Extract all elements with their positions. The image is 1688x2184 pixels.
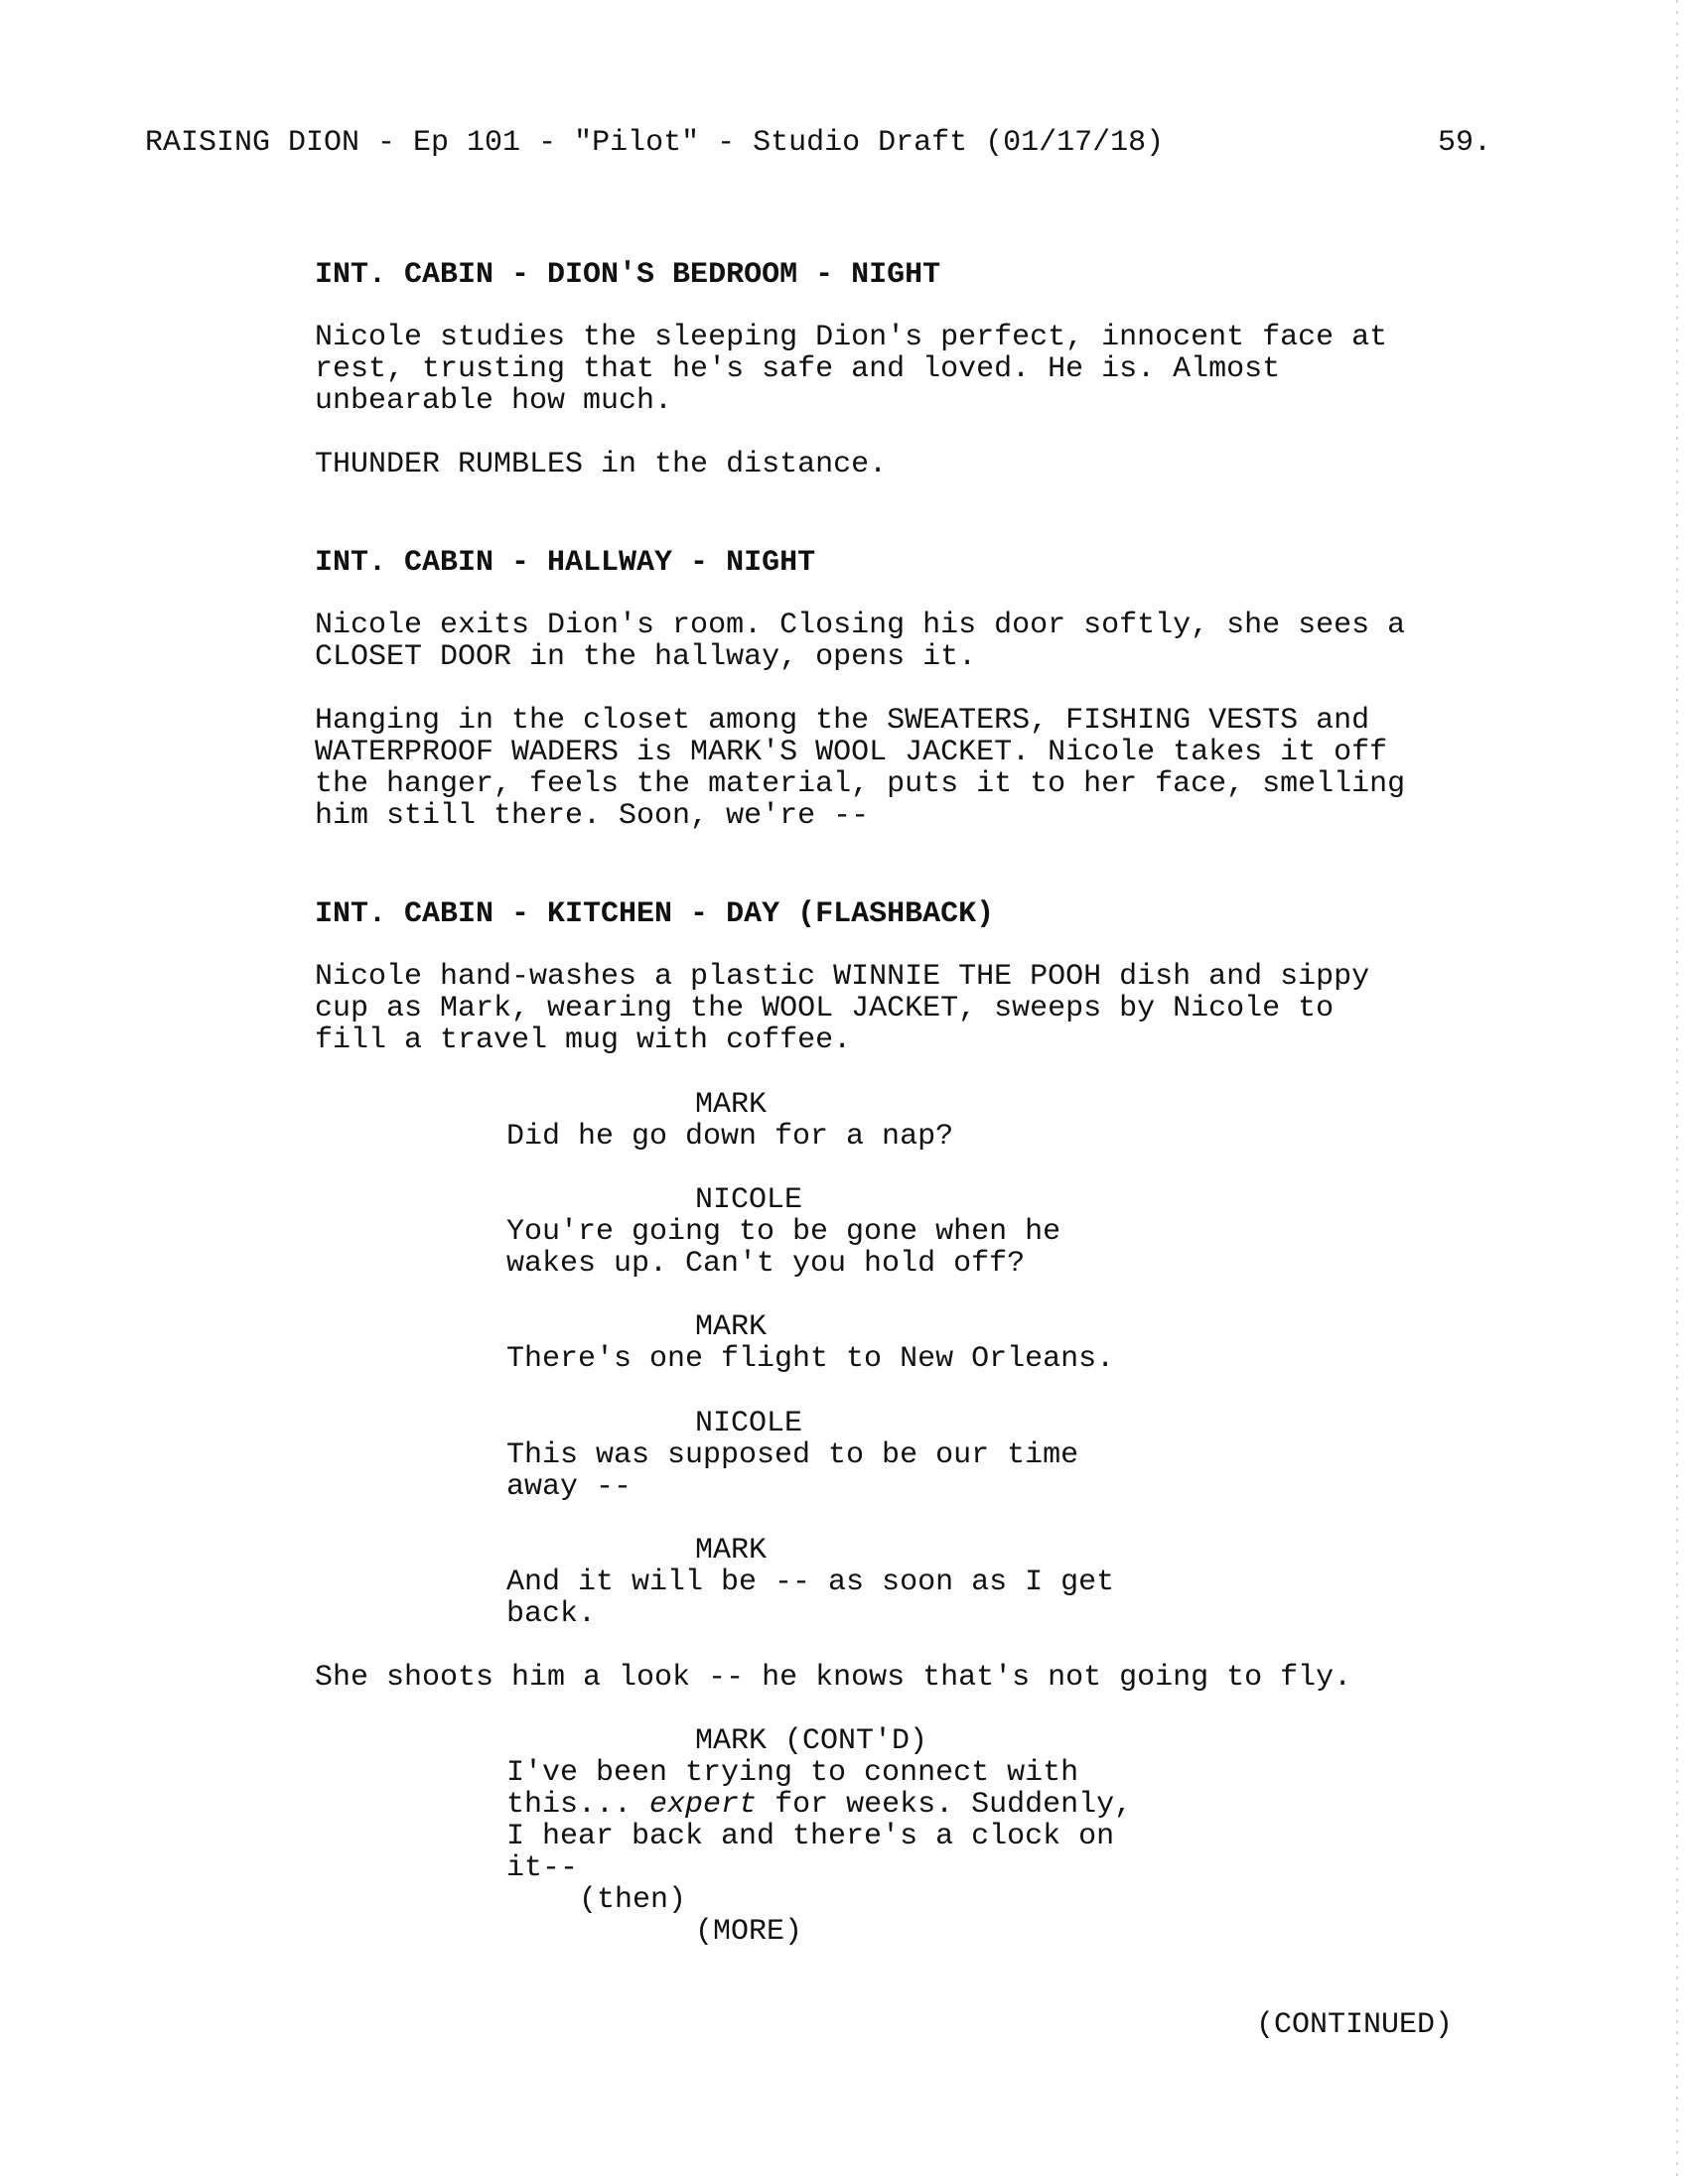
action-line: THUNDER RUMBLES in the distance.: [315, 448, 888, 481]
parenthetical: (then): [579, 1883, 687, 1917]
character-cue: MARK: [695, 1310, 768, 1344]
dialogue-line: I've been trying to connect with: [506, 1756, 1079, 1790]
dialogue-text: for weeks. Suddenly,: [757, 1788, 1133, 1822]
more-marker: (MORE): [695, 1915, 803, 1949]
action-line: cup as Mark, wearing the WOOL JACKET, sweeps by Nicole to: [315, 992, 1335, 1025]
scan-edge-mark: [1676, 0, 1678, 2184]
action-line: WATERPROOF WADERS is MARK'S WOOL JACKET. Nicole takes it off: [315, 736, 1388, 769]
page-header-title: RAISING DION - Ep 101 - "Pilot" - Studio Draft (01/17/18): [145, 126, 1165, 160]
dialogue-line: I hear back and there's a clock on: [506, 1820, 1115, 1853]
dialogue-line: wakes up. Can't you hold off?: [506, 1247, 1026, 1281]
action-line: rest, trusting that he's safe and loved. He is. Almost: [315, 352, 1281, 386]
dialogue-line: away --: [506, 1470, 633, 1504]
dialogue-line: [506, 1789, 1132, 1822]
dialogue-line: Did he go down for a nap?: [506, 1120, 954, 1154]
character-cue: MARK: [695, 1534, 768, 1568]
character-cue: MARK (CONT'D): [695, 1724, 928, 1758]
dialogue-line: it--: [506, 1851, 579, 1885]
action-line: Nicole hand-washes a plastic WINNIE THE POOH dish and sippy: [315, 960, 1370, 994]
action-line: She shoots him a look -- he knows that's not going to fly.: [315, 1661, 1352, 1695]
action-line: Nicole studies the sleeping Dion's perfect, innocent face at: [315, 321, 1388, 354]
scene-heading-bedroom: INT. CABIN - DION'S BEDROOM - NIGHT: [315, 258, 941, 292]
action-line: Nicole exits Dion's room. Closing his door softly, she sees a: [315, 609, 1406, 642]
dialogue-line: You're going to be gone when he: [506, 1215, 1061, 1249]
emphasized-word: expert: [649, 1788, 758, 1822]
action-line: him still there. Soon, we're --: [315, 799, 870, 833]
character-cue: MARK: [695, 1088, 768, 1122]
dialogue-text: this...: [506, 1788, 650, 1822]
scene-heading-hallway: INT. CABIN - HALLWAY - NIGHT: [315, 546, 816, 580]
scene-heading-kitchen: INT. CABIN - KITCHEN - DAY (FLASHBACK): [315, 897, 995, 931]
action-line: the hanger, feels the material, puts it to her face, smelling: [315, 767, 1406, 801]
continued-marker: (CONTINUED): [1256, 2008, 1454, 2042]
dialogue-line: back.: [506, 1597, 597, 1631]
action-line: Hanging in the closet among the SWEATERS, FISHING VESTS and: [315, 704, 1370, 738]
character-cue: NICOLE: [695, 1407, 803, 1440]
action-line: unbearable how much.: [315, 384, 673, 418]
character-cue: NICOLE: [695, 1183, 803, 1217]
action-line: CLOSET DOOR in the hallway, opens it.: [315, 640, 977, 674]
page-number: 59.: [1438, 126, 1492, 160]
action-line: fill a travel mug with coffee.: [315, 1024, 852, 1057]
dialogue-line: This was supposed to be our time: [506, 1438, 1079, 1472]
dialogue-line: There's one flight to New Orleans.: [506, 1342, 1115, 1376]
dialogue-line: And it will be -- as soon as I get: [506, 1566, 1115, 1599]
